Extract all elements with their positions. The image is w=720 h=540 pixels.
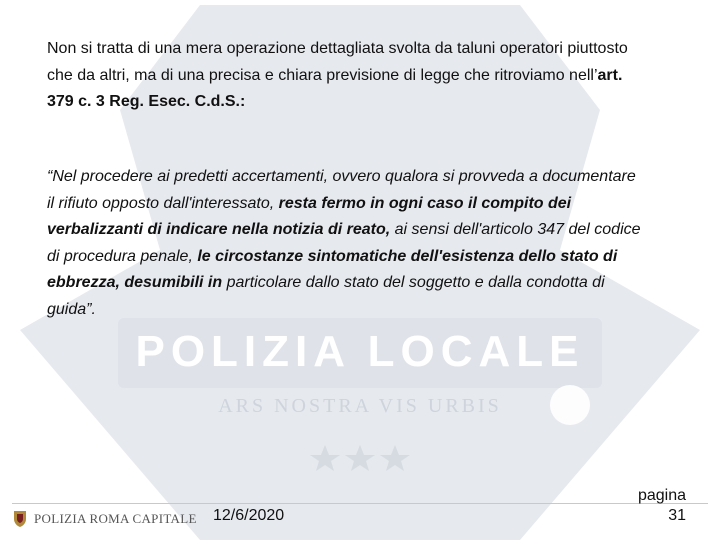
watermark-main-text: POLIZIA LOCALE — [135, 327, 585, 376]
page-indicator — [638, 486, 686, 526]
intro-text: Non si tratta di una mera operazione dettagliata svolta da taluni operatori piuttosto che da altri, ma di una precisa e chiara previsione di legge che ritroviamo nell’ — [47, 40, 628, 84]
quote-part-1: “Nel procedere ai predetti accertamenti, ovvero qualora si provveda a documentare il rifiuto opposto dall'interessato, — [47, 168, 636, 212]
article-reference: art. 379 c. 3 Reg. Esec. C.d.S.: — [47, 66, 623, 110]
quote-part-3: particolare dallo stato del soggetto e dalla condotta di guida”. — [47, 274, 605, 318]
footer-logo-text: POLIZIA ROMA CAPITALE — [34, 511, 197, 526]
quote-paragraph — [47, 164, 647, 323]
crest-icon — [12, 510, 28, 528]
page-label: pagina — [637, 487, 686, 504]
intro-paragraph — [47, 36, 647, 116]
page-number: 31 — [668, 507, 686, 524]
footer-divider — [12, 503, 708, 504]
watermark-globe — [550, 385, 590, 425]
quote-emphasis-2: le circostanze sintomatiche dell'esistenza dello stato di ebbrezza, desumibili in — [47, 247, 618, 291]
watermark-motto: ARS NOSTRA VIS URBIS — [218, 395, 502, 417]
quote-emphasis-1: resta fermo in ogni caso il compito dei verbalizzanti di indicare nella notizia di reato, — [47, 194, 572, 238]
quote-part-2: ai sensi dell'articolo 347 del codice di procedura penale, — [47, 221, 641, 265]
footer-date: 12/6/2020 — [213, 507, 285, 524]
footer-logo — [12, 510, 197, 528]
